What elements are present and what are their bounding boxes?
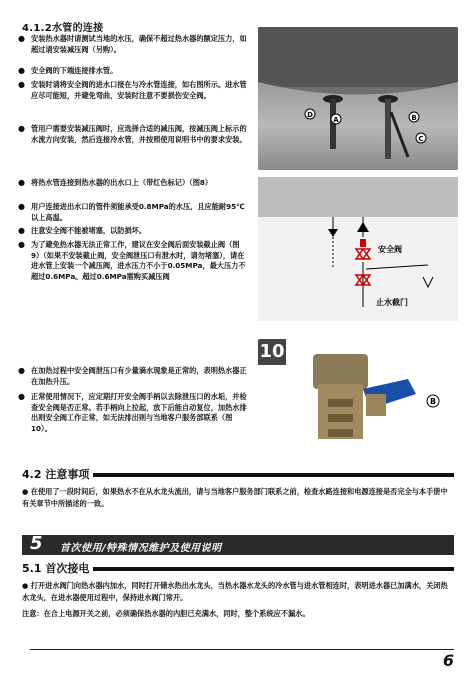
label-stop-valve: 止水截门	[376, 298, 408, 307]
bullet-item: ● 在加热过程中安全阀泄压口有少量滴水现象是正常的，表明热水器正在加热升压。	[18, 366, 247, 386]
figure-number: 10	[258, 339, 286, 365]
bullet-icon: ●	[18, 366, 25, 375]
chapter-title: 首次使用/特殊情况维护及使用说明	[60, 543, 222, 554]
bullet-icon: ●	[18, 80, 25, 89]
bullet-item: ● 安全阀的下端连接排水管。	[18, 66, 118, 75]
bullet-item: ● 安装时请将安全阀的进水口接在与冷水管连接，如右图所示。进水管应尽可能短，并避免弯曲，安装时注意不要损伤安全阀。	[18, 80, 247, 100]
bullet-item: ● 正常使用情况下，应定期打开安全阀手柄以去除泄压口的水垢，并检查安全阀是否正常。若手柄向上拉起，放下后能自动复位，加热水排出则安全阀工作正常，如无法排出则与当地客户服务部联系（图10）。	[18, 392, 247, 433]
bullet-item: ● 将热水管连接到热水器的出水口上（带红色标记）（图8）	[18, 178, 213, 187]
label-c: C	[418, 135, 424, 143]
section-title-412: 4.1.2水管的连接	[22, 23, 104, 34]
chapter-number: 5	[30, 533, 43, 554]
page-number: 6	[442, 651, 454, 670]
figure-10	[258, 339, 458, 452]
paragraph: ● 在使用了一段时间后，如果热水不在从水龙头流出，请与当地客户服务部门联系之前，检查水路连接和电源连接是否完全与本手册中有关章节中所描述的一致。	[22, 487, 448, 508]
bullet-icon: ●	[18, 34, 25, 43]
bullet-item: ● 用户连接进出水口的管件须能承受0.8MPa的水压，且应能耐95℃以上高温。	[18, 202, 245, 222]
bullet-icon: ●	[18, 124, 25, 133]
label-safety-valve: 安全阀	[378, 245, 402, 254]
bullet-icon: ●	[18, 202, 25, 211]
footer-rule	[30, 649, 454, 650]
bullet-item: ● 安装热水器时请测试当地的水压，确保不超过热水器的额定压力，如超过请安装减压阀（另购）。	[18, 34, 247, 54]
bullet-item: ● 为了避免热水器无法正常工作，建议在安全阀后面安装截止阀（图9）（如果不安装截止阀，安全阀泄压口有泄水时，请勿堵塞），请在进水管上安装一个减压阀，进水压力不小于0.05MPa，最大压力不超过0.6MPa。超过0.6MPa需购买减压阀	[18, 240, 246, 281]
label-d: D	[307, 111, 313, 119]
bullet-icon: ●	[18, 178, 25, 187]
figure-8	[258, 27, 458, 170]
valve-diagram	[258, 177, 458, 321]
label-b: B	[429, 397, 437, 406]
label-b: B	[411, 114, 417, 122]
section-title-42: 4.2 注意事项	[22, 466, 93, 482]
label-a: A	[333, 116, 339, 124]
figure-9	[258, 177, 458, 321]
bullet-icon: ●	[18, 392, 25, 401]
bullet-item: ● 注意安全阀不能被堵塞，以防损坏。	[18, 226, 147, 235]
bullet-icon: ●	[18, 226, 25, 235]
paragraph: ● 打开进水阀门向热水器内加水，同时打开储水热出水龙头，当热水器水龙头的冷水管与进水管相连时，表明进水器已加满水，关闭热水龙头，在进水器使用过程中，保持进水阀门常开。	[22, 581, 448, 602]
safety-valve-photo	[258, 339, 458, 452]
section-title-51: 5.1 首次接电	[22, 560, 93, 576]
heater-bottom-illustration	[258, 27, 458, 170]
bullet-item: ● 管用户需要安装减压阀时，应选择合适的减压阀，按减压阀上标示的水流方向安装，然后连接冷水管，并按照使用说明书中的要求安装。	[18, 124, 247, 144]
bullet-icon: ●	[18, 240, 25, 249]
note-paragraph: 注意：在合上电源开关之前，必须确保热水器的内胆已充满水，同时，整个系统应不漏水。	[22, 609, 310, 618]
bullet-icon: ●	[18, 66, 25, 75]
chapter-banner	[22, 535, 454, 555]
